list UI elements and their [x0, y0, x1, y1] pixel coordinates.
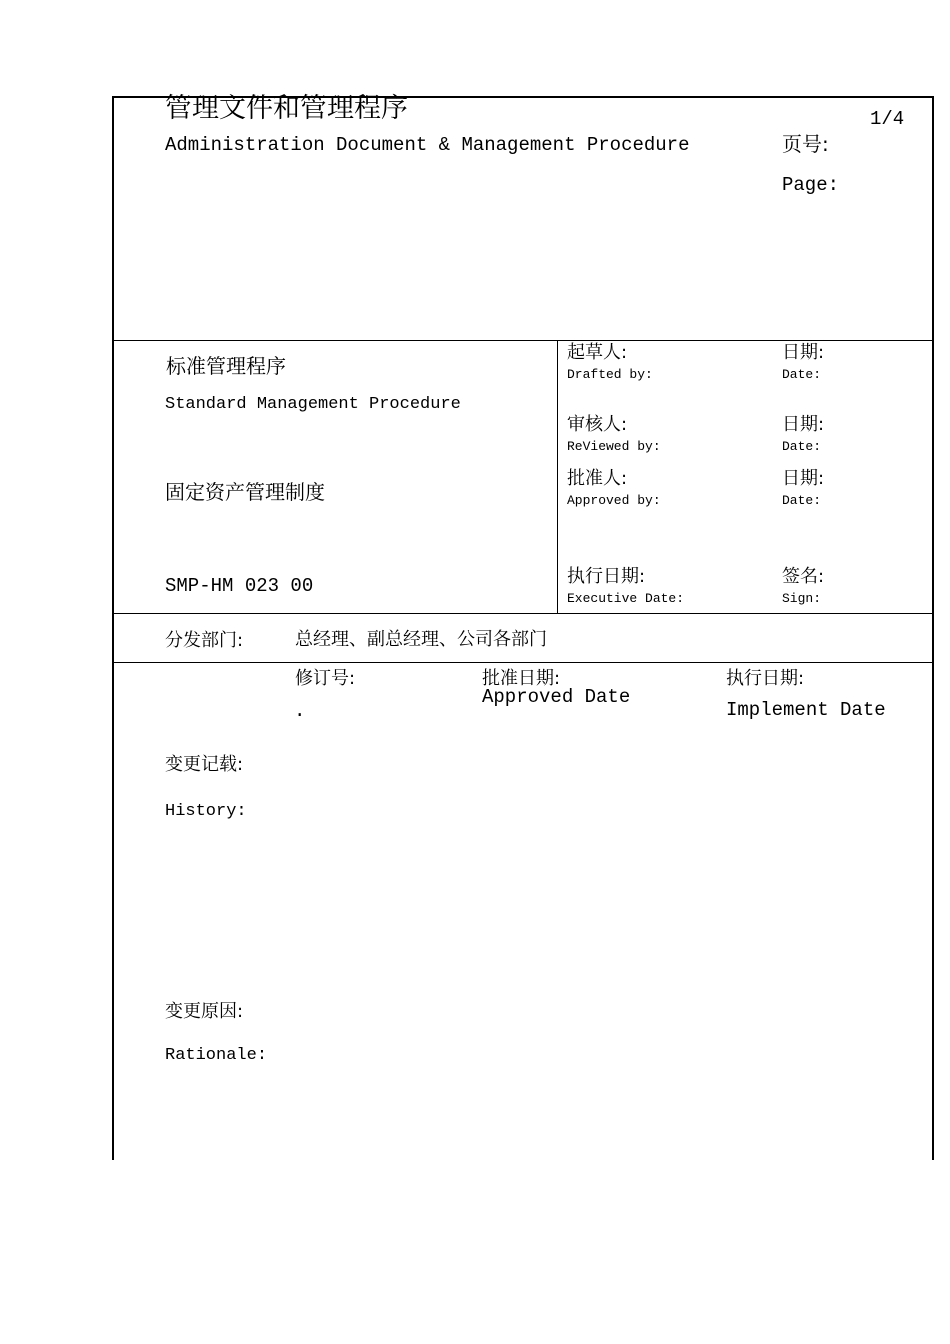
page-label-cn: 页号: [782, 132, 829, 156]
reviewed-by-label-en: ReViewed by: [567, 439, 661, 454]
approved-date-label-en: Date: [782, 493, 822, 508]
drafted-date-label-en: Date: [782, 367, 822, 382]
approved-date-label-cn: 日期: [782, 468, 825, 489]
distribution-top-divider [112, 613, 934, 614]
approved-date-column-en: Approved Date [482, 686, 631, 708]
document-title-cn: 管理文件和管理程序 [165, 93, 408, 124]
reviewed-by-label-cn: 审核人: [567, 414, 628, 435]
page-label-en: Page: [782, 174, 840, 196]
approved-date-column-cn: 批准日期: [482, 668, 561, 689]
table-left-border [112, 96, 114, 1160]
distribution-value: 总经理、副总经理、公司各部门 [295, 629, 547, 650]
reviewed-date-label-en: Date: [782, 439, 822, 454]
sign-label-cn: 签名: [782, 566, 825, 587]
executive-date-label-en: Executive Date: [567, 591, 685, 606]
revision-number-label: 修订号: [295, 668, 356, 689]
page-number: 1/4 [870, 108, 905, 130]
procedure-type-en: Standard Management Procedure [165, 395, 461, 414]
revision-number-value: . [294, 700, 306, 722]
procedure-name-cn: 固定资产管理制度 [165, 480, 325, 504]
document-title-en: Administration Document & Management Procedure [165, 134, 690, 156]
executive-date-label-cn: 执行日期: [567, 566, 646, 587]
drafted-by-label-en: Drafted by: [567, 367, 653, 382]
procedure-column-divider [557, 340, 558, 614]
implement-date-column-cn: 执行日期: [726, 668, 805, 689]
change-history-label-en: History: [165, 802, 247, 821]
procedure-type-cn: 标准管理程序 [166, 354, 286, 378]
procedure-code: SMP-HM 023 00 [165, 575, 314, 597]
distribution-bottom-divider [112, 662, 934, 663]
change-reason-label-cn: 变更原因: [165, 1001, 244, 1022]
reviewed-date-label-cn: 日期: [782, 414, 825, 435]
table-right-border [932, 96, 934, 1160]
distribution-label: 分发部门: [165, 630, 244, 651]
sign-label-en: Sign: [782, 591, 822, 606]
approved-by-label-en: Approved by: [567, 493, 661, 508]
drafted-by-label-cn: 起草人: [567, 342, 628, 363]
change-history-label-cn: 变更记载: [165, 754, 244, 775]
change-reason-label-en: Rationale: [165, 1046, 268, 1065]
approved-by-label-cn: 批准人: [567, 468, 628, 489]
drafted-date-label-cn: 日期: [782, 342, 825, 363]
implement-date-column-en: Implement Date [726, 699, 886, 721]
